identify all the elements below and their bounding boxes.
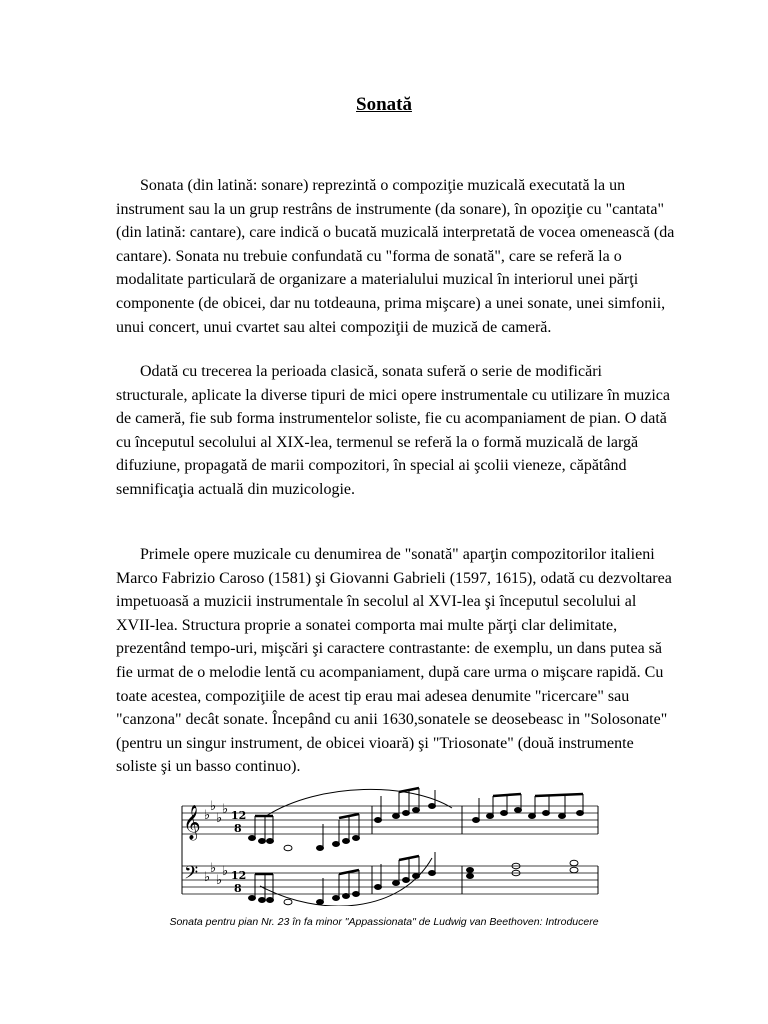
paragraph-3-text: Primele opere muzicale cu denumirea de "sonată" aparţin compozitorilor italieni Marco Fabrizio Caroso (1581) şi Giovanni Gabrieli (1597, 1615), odată cu dezvoltarea impetuoasă a muzicii instrumentale în secolul al XVI-lea şi începutul secolului al XVII-lea. Structura proprie a sonatei comporta mai multe părţi clar delimitate, prezentând tempo-uri, mişcări şi caractere contrastante: de exemplu, un dans putea să fie urmat de o melodie lentă cu acompaniament, după care urma o mişcare rapidă. Cu toate acestea, compoziţiile de acest tip erau mai adesea denumite "ricercare" sau "canzona" decât sonate. Începând cu anii 1630,sonatele se deosebeasc in "Solosonate" (pentru un singur instrument, de obicei vioară) şi "Triosonate" (două instrumente soliste şi un basso continuo). [116, 546, 672, 776]
figure-caption: Sonata pentru pian Nr. 23 în fa minor "Appassionata" de Ludwig van Beethoven: Introducere [169, 916, 599, 928]
svg-text:♭: ♭ [210, 799, 217, 814]
paragraph-1-text: Sonata (din latină: sonare) reprezintă o compoziţie muzicală executată la un instrument sau la un grup restrâns de instrumente (da sonare), în opoziţie cu "cantata" (din latină: cantare), care indică o bucată muzicală interpretată de vocea omenească (da cantare). Sonata nu trebuie confundată cu "forma de sonată", care se referă la o modalitate particulară de organizare a materialului muzical în interiorul unei părţi componente (de obicei, dar nu totdeauna, prima mişcare) a unei sonate, unei simfonii, unui concert, unui cvartet sau altei compoziţii de muzică de cameră. [116, 177, 675, 336]
svg-text:♭: ♭ [204, 870, 211, 885]
paragraph-1 [116, 174, 676, 339]
svg-text:♭: ♭ [222, 802, 229, 817]
page-title: Sonată [356, 94, 412, 115]
sheet-music-excerpt [170, 786, 600, 906]
treble-clef-icon: 𝄞 [183, 805, 201, 840]
svg-text:8: 8 [234, 882, 242, 895]
slur [266, 789, 452, 816]
svg-text:♭: ♭ [210, 861, 217, 876]
paragraph-3 [116, 543, 676, 779]
time-signature [231, 809, 246, 895]
bass-notes [249, 852, 579, 905]
svg-text:♭: ♭ [216, 811, 223, 826]
svg-text:♭: ♭ [222, 864, 229, 879]
svg-text:8: 8 [234, 822, 242, 835]
key-signature-flats [204, 799, 228, 888]
paragraph-2 [116, 360, 676, 502]
treble-notes [249, 788, 584, 851]
paragraph-2-text: Odată cu trecerea la perioada clasică, sonata suferă o serie de modificări structurale, aplicate la diverse tipuri de mici opere instrumentale cu utilizare în muzica de cameră, fie sub forma instrumentelor soliste, fie cu acompaniament de pian. O dată cu începutul secolului al XIX-lea, termenul se referă la o formă muzicală de largă difuziune, propagată de marii compozitori, în special ai şcolii vieneze, căpătând semnificaţia actuală din muzicologie. [116, 363, 670, 498]
svg-text:12: 12 [231, 869, 247, 882]
bass-clef-icon: 𝄢 [184, 863, 199, 888]
svg-text:♭: ♭ [216, 873, 223, 888]
svg-text:12: 12 [231, 809, 247, 822]
svg-text:♭: ♭ [204, 808, 211, 823]
